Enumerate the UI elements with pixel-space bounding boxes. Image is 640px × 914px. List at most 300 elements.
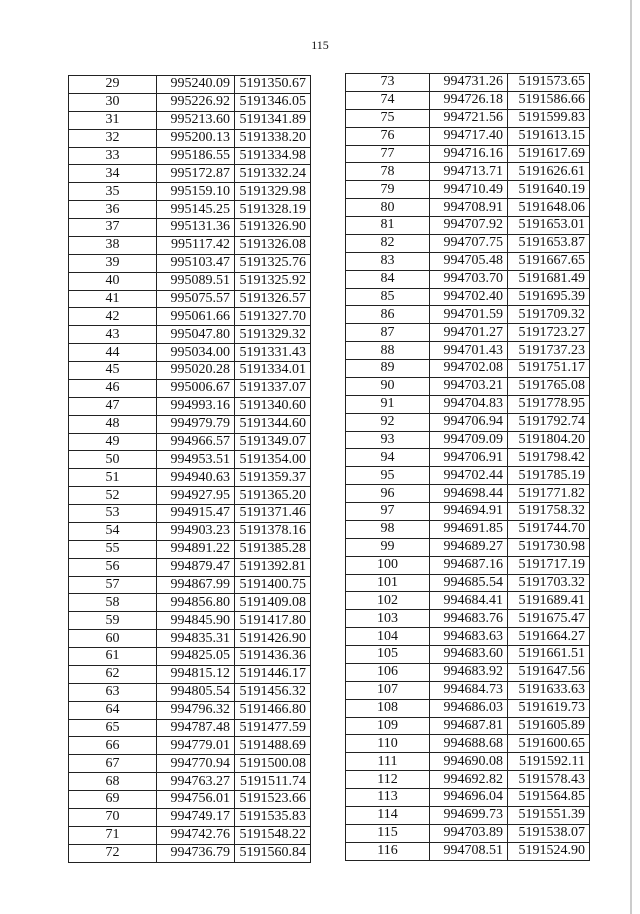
y-coordinate-cell: 5191640.19 <box>508 181 590 199</box>
table-row <box>69 129 311 147</box>
point-number-cell: 59 <box>69 612 157 630</box>
y-coordinate-cell: 5191326.08 <box>235 236 311 254</box>
point-number-cell: 51 <box>69 469 157 487</box>
table-row <box>346 181 590 199</box>
x-coordinate-cell: 994716.16 <box>430 145 508 163</box>
x-coordinate-cell: 995061.66 <box>157 308 235 326</box>
point-number-cell: 45 <box>69 362 157 380</box>
page-number: 115 <box>311 38 329 52</box>
table-row <box>346 270 590 288</box>
y-coordinate-cell: 5191511.74 <box>235 773 311 791</box>
point-number-cell: 89 <box>346 360 430 378</box>
table-row <box>69 165 311 183</box>
x-coordinate-cell: 994713.71 <box>430 163 508 181</box>
point-number-cell: 109 <box>346 717 430 735</box>
point-number-cell: 49 <box>69 433 157 451</box>
point-number-cell: 115 <box>346 824 430 842</box>
x-coordinate-cell: 995089.51 <box>157 272 235 290</box>
table-row <box>346 592 590 610</box>
y-coordinate-cell: 5191350.67 <box>235 76 311 94</box>
x-coordinate-cell: 994879.47 <box>157 558 235 576</box>
point-number-cell: 98 <box>346 520 430 538</box>
x-coordinate-cell: 995240.09 <box>157 76 235 94</box>
point-number-cell: 36 <box>69 201 157 219</box>
point-number-cell: 41 <box>69 290 157 308</box>
table-row <box>69 469 311 487</box>
y-coordinate-cell: 5191647.56 <box>508 663 590 681</box>
x-coordinate-cell: 994706.94 <box>430 413 508 431</box>
x-coordinate-cell: 994779.01 <box>157 737 235 755</box>
y-coordinate-cell: 5191648.06 <box>508 199 590 217</box>
table-row <box>346 663 590 681</box>
y-coordinate-cell: 5191617.69 <box>508 145 590 163</box>
point-number-cell: 103 <box>346 610 430 628</box>
point-number-cell: 88 <box>346 342 430 360</box>
point-number-cell: 37 <box>69 219 157 237</box>
point-number-cell: 78 <box>346 163 430 181</box>
table-row <box>346 217 590 235</box>
y-coordinate-cell: 5191751.17 <box>508 360 590 378</box>
table-row <box>69 201 311 219</box>
table-row <box>346 717 590 735</box>
table-row <box>69 76 311 94</box>
x-coordinate-cell: 994703.89 <box>430 824 508 842</box>
point-number-cell: 50 <box>69 451 157 469</box>
coordinates-table-right <box>345 73 590 861</box>
x-coordinate-cell: 994688.68 <box>430 735 508 753</box>
point-number-cell: 42 <box>69 308 157 326</box>
y-coordinate-cell: 5191346.05 <box>235 93 311 111</box>
y-coordinate-cell: 5191661.51 <box>508 646 590 664</box>
x-coordinate-cell: 994953.51 <box>157 451 235 469</box>
y-coordinate-cell: 5191332.24 <box>235 165 311 183</box>
point-number-cell: 116 <box>346 842 430 860</box>
point-number-cell: 100 <box>346 556 430 574</box>
x-coordinate-cell: 995186.55 <box>157 147 235 165</box>
table-row <box>346 127 590 145</box>
y-coordinate-cell: 5191456.32 <box>235 683 311 701</box>
point-number-cell: 56 <box>69 558 157 576</box>
x-coordinate-cell: 994736.79 <box>157 844 235 862</box>
point-number-cell: 82 <box>346 234 430 252</box>
y-coordinate-cell: 5191600.65 <box>508 735 590 753</box>
point-number-cell: 99 <box>346 538 430 556</box>
x-coordinate-cell: 994731.26 <box>430 74 508 92</box>
y-coordinate-cell: 5191675.47 <box>508 610 590 628</box>
x-coordinate-cell: 994707.92 <box>430 217 508 235</box>
point-number-cell: 68 <box>69 773 157 791</box>
x-coordinate-cell: 994927.95 <box>157 487 235 505</box>
table-row <box>69 826 311 844</box>
x-coordinate-cell: 994763.27 <box>157 773 235 791</box>
point-number-cell: 92 <box>346 413 430 431</box>
x-coordinate-cell: 994690.08 <box>430 753 508 771</box>
y-coordinate-cell: 5191329.98 <box>235 183 311 201</box>
y-coordinate-cell: 5191667.65 <box>508 252 590 270</box>
table-row <box>346 306 590 324</box>
x-coordinate-cell: 994915.47 <box>157 505 235 523</box>
point-number-cell: 110 <box>346 735 430 753</box>
y-coordinate-cell: 5191548.22 <box>235 826 311 844</box>
y-coordinate-cell: 5191334.98 <box>235 147 311 165</box>
x-coordinate-cell: 994835.31 <box>157 630 235 648</box>
x-coordinate-cell: 994979.79 <box>157 415 235 433</box>
y-coordinate-cell: 5191626.61 <box>508 163 590 181</box>
point-number-cell: 90 <box>346 377 430 395</box>
y-coordinate-cell: 5191436.36 <box>235 648 311 666</box>
table-row <box>69 576 311 594</box>
point-number-cell: 46 <box>69 379 157 397</box>
y-coordinate-cell: 5191326.57 <box>235 290 311 308</box>
table-row <box>346 395 590 413</box>
x-coordinate-cell: 995103.47 <box>157 254 235 272</box>
y-coordinate-cell: 5191341.89 <box>235 111 311 129</box>
point-number-cell: 83 <box>346 252 430 270</box>
x-coordinate-cell: 994815.12 <box>157 665 235 683</box>
table-row <box>346 681 590 699</box>
y-coordinate-cell: 5191573.65 <box>508 74 590 92</box>
table-row <box>69 362 311 380</box>
y-coordinate-cell: 5191664.27 <box>508 628 590 646</box>
y-coordinate-cell: 5191730.98 <box>508 538 590 556</box>
point-number-cell: 77 <box>346 145 430 163</box>
point-number-cell: 95 <box>346 467 430 485</box>
point-number-cell: 55 <box>69 540 157 558</box>
y-coordinate-cell: 5191744.70 <box>508 520 590 538</box>
point-number-cell: 106 <box>346 663 430 681</box>
point-number-cell: 52 <box>69 487 157 505</box>
table-row <box>69 272 311 290</box>
y-coordinate-cell: 5191325.92 <box>235 272 311 290</box>
y-coordinate-cell: 5191592.11 <box>508 753 590 771</box>
x-coordinate-cell: 995172.87 <box>157 165 235 183</box>
table-row <box>69 254 311 272</box>
table-row <box>346 806 590 824</box>
y-coordinate-cell: 5191765.08 <box>508 377 590 395</box>
y-coordinate-cell: 5191709.32 <box>508 306 590 324</box>
x-coordinate-cell: 995006.67 <box>157 379 235 397</box>
y-coordinate-cell: 5191551.39 <box>508 806 590 824</box>
point-number-cell: 54 <box>69 522 157 540</box>
x-coordinate-cell: 994726.18 <box>430 91 508 109</box>
y-coordinate-cell: 5191334.01 <box>235 362 311 380</box>
table-row <box>69 683 311 701</box>
table-row <box>69 612 311 630</box>
point-number-cell: 84 <box>346 270 430 288</box>
point-number-cell: 105 <box>346 646 430 664</box>
table-row <box>69 183 311 201</box>
y-coordinate-cell: 5191340.60 <box>235 397 311 415</box>
y-coordinate-cell: 5191737.23 <box>508 342 590 360</box>
table-row <box>346 199 590 217</box>
point-number-cell: 67 <box>69 755 157 773</box>
point-number-cell: 102 <box>346 592 430 610</box>
point-number-cell: 34 <box>69 165 157 183</box>
x-coordinate-cell: 994749.17 <box>157 808 235 826</box>
x-coordinate-cell: 995034.00 <box>157 344 235 362</box>
table-row <box>346 431 590 449</box>
point-number-cell: 101 <box>346 574 430 592</box>
table-row <box>346 74 590 92</box>
x-coordinate-cell: 994694.91 <box>430 503 508 521</box>
table-row <box>69 773 311 791</box>
x-coordinate-cell: 994683.63 <box>430 628 508 646</box>
point-number-cell: 63 <box>69 683 157 701</box>
table-row <box>69 308 311 326</box>
table-row <box>69 540 311 558</box>
y-coordinate-cell: 5191371.46 <box>235 505 311 523</box>
point-number-cell: 57 <box>69 576 157 594</box>
x-coordinate-cell: 994787.48 <box>157 719 235 737</box>
table-row <box>346 753 590 771</box>
point-number-cell: 62 <box>69 665 157 683</box>
point-number-cell: 73 <box>346 74 430 92</box>
table-row <box>69 630 311 648</box>
table-row <box>346 538 590 556</box>
point-number-cell: 85 <box>346 288 430 306</box>
point-number-cell: 91 <box>346 395 430 413</box>
y-coordinate-cell: 5191328.19 <box>235 201 311 219</box>
y-coordinate-cell: 5191723.27 <box>508 324 590 342</box>
x-coordinate-cell: 994710.49 <box>430 181 508 199</box>
table-row <box>69 344 311 362</box>
x-coordinate-cell: 994717.40 <box>430 127 508 145</box>
x-coordinate-cell: 995075.57 <box>157 290 235 308</box>
table-row <box>69 451 311 469</box>
point-number-cell: 74 <box>346 91 430 109</box>
table-row <box>69 558 311 576</box>
y-coordinate-cell: 5191378.16 <box>235 522 311 540</box>
point-number-cell: 71 <box>69 826 157 844</box>
point-number-cell: 35 <box>69 183 157 201</box>
y-coordinate-cell: 5191500.08 <box>235 755 311 773</box>
point-number-cell: 60 <box>69 630 157 648</box>
point-number-cell: 72 <box>69 844 157 862</box>
point-number-cell: 33 <box>69 147 157 165</box>
x-coordinate-cell: 994805.54 <box>157 683 235 701</box>
point-number-cell: 93 <box>346 431 430 449</box>
y-coordinate-cell: 5191535.83 <box>235 808 311 826</box>
x-coordinate-cell: 994702.44 <box>430 467 508 485</box>
table-row <box>346 503 590 521</box>
y-coordinate-cell: 5191466.80 <box>235 701 311 719</box>
x-coordinate-cell: 994825.05 <box>157 648 235 666</box>
x-coordinate-cell: 995200.13 <box>157 129 235 147</box>
x-coordinate-cell: 994742.76 <box>157 826 235 844</box>
y-coordinate-cell: 5191578.43 <box>508 771 590 789</box>
table-row <box>69 719 311 737</box>
table-row <box>69 737 311 755</box>
x-coordinate-cell: 994756.01 <box>157 791 235 809</box>
y-coordinate-cell: 5191524.90 <box>508 842 590 860</box>
y-coordinate-cell: 5191792.74 <box>508 413 590 431</box>
point-number-cell: 104 <box>346 628 430 646</box>
table-row <box>346 360 590 378</box>
y-coordinate-cell: 5191771.82 <box>508 485 590 503</box>
x-coordinate-cell: 995159.10 <box>157 183 235 201</box>
table-row <box>346 771 590 789</box>
point-number-cell: 112 <box>346 771 430 789</box>
x-coordinate-cell: 994689.27 <box>430 538 508 556</box>
y-coordinate-cell: 5191359.37 <box>235 469 311 487</box>
y-coordinate-cell: 5191605.89 <box>508 717 590 735</box>
table-row <box>69 808 311 826</box>
y-coordinate-cell: 5191488.69 <box>235 737 311 755</box>
y-coordinate-cell: 5191681.49 <box>508 270 590 288</box>
x-coordinate-cell: 994709.09 <box>430 431 508 449</box>
table-row <box>346 735 590 753</box>
point-number-cell: 53 <box>69 505 157 523</box>
x-coordinate-cell: 994684.41 <box>430 592 508 610</box>
table-row <box>69 522 311 540</box>
table-row <box>346 789 590 807</box>
y-coordinate-cell: 5191344.60 <box>235 415 311 433</box>
y-coordinate-cell: 5191653.01 <box>508 217 590 235</box>
point-number-cell: 43 <box>69 326 157 344</box>
x-coordinate-cell: 995020.28 <box>157 362 235 380</box>
table-row <box>69 326 311 344</box>
x-coordinate-cell: 994683.76 <box>430 610 508 628</box>
y-coordinate-cell: 5191798.42 <box>508 449 590 467</box>
y-coordinate-cell: 5191717.19 <box>508 556 590 574</box>
y-coordinate-cell: 5191392.81 <box>235 558 311 576</box>
x-coordinate-cell: 994993.16 <box>157 397 235 415</box>
x-coordinate-cell: 995226.92 <box>157 93 235 111</box>
y-coordinate-cell: 5191326.90 <box>235 219 311 237</box>
table-row <box>69 844 311 862</box>
y-coordinate-cell: 5191325.76 <box>235 254 311 272</box>
y-coordinate-cell: 5191400.75 <box>235 576 311 594</box>
table-row <box>69 701 311 719</box>
y-coordinate-cell: 5191619.73 <box>508 699 590 717</box>
x-coordinate-cell: 995131.36 <box>157 219 235 237</box>
y-coordinate-cell: 5191365.20 <box>235 487 311 505</box>
point-number-cell: 70 <box>69 808 157 826</box>
point-number-cell: 76 <box>346 127 430 145</box>
point-number-cell: 80 <box>346 199 430 217</box>
point-number-cell: 29 <box>69 76 157 94</box>
y-coordinate-cell: 5191560.84 <box>235 844 311 862</box>
point-number-cell: 44 <box>69 344 157 362</box>
x-coordinate-cell: 994699.73 <box>430 806 508 824</box>
point-number-cell: 38 <box>69 236 157 254</box>
page-edge <box>630 0 632 914</box>
table-row <box>69 219 311 237</box>
point-number-cell: 107 <box>346 681 430 699</box>
point-number-cell: 108 <box>346 699 430 717</box>
x-coordinate-cell: 994698.44 <box>430 485 508 503</box>
y-coordinate-cell: 5191331.43 <box>235 344 311 362</box>
point-number-cell: 75 <box>346 109 430 127</box>
x-coordinate-cell: 994687.81 <box>430 717 508 735</box>
y-coordinate-cell: 5191354.00 <box>235 451 311 469</box>
point-number-cell: 58 <box>69 594 157 612</box>
point-number-cell: 87 <box>346 324 430 342</box>
point-number-cell: 69 <box>69 791 157 809</box>
x-coordinate-cell: 994867.99 <box>157 576 235 594</box>
table-row <box>346 413 590 431</box>
y-coordinate-cell: 5191349.07 <box>235 433 311 451</box>
y-coordinate-cell: 5191538.07 <box>508 824 590 842</box>
table-row <box>346 91 590 109</box>
x-coordinate-cell: 994701.59 <box>430 306 508 324</box>
y-coordinate-cell: 5191586.66 <box>508 91 590 109</box>
point-number-cell: 30 <box>69 93 157 111</box>
x-coordinate-cell: 994707.75 <box>430 234 508 252</box>
x-coordinate-cell: 995047.80 <box>157 326 235 344</box>
table-row <box>69 93 311 111</box>
x-coordinate-cell: 994856.80 <box>157 594 235 612</box>
x-coordinate-cell: 994701.43 <box>430 342 508 360</box>
point-number-cell: 64 <box>69 701 157 719</box>
point-number-cell: 31 <box>69 111 157 129</box>
y-coordinate-cell: 5191613.15 <box>508 127 590 145</box>
x-coordinate-cell: 994696.04 <box>430 789 508 807</box>
point-number-cell: 111 <box>346 753 430 771</box>
x-coordinate-cell: 994685.54 <box>430 574 508 592</box>
x-coordinate-cell: 995213.60 <box>157 111 235 129</box>
table-row <box>69 594 311 612</box>
table-row <box>346 252 590 270</box>
x-coordinate-cell: 994702.40 <box>430 288 508 306</box>
table-row <box>69 433 311 451</box>
x-coordinate-cell: 994708.51 <box>430 842 508 860</box>
table-row <box>69 111 311 129</box>
x-coordinate-cell: 994845.90 <box>157 612 235 630</box>
y-coordinate-cell: 5191337.07 <box>235 379 311 397</box>
y-coordinate-cell: 5191689.41 <box>508 592 590 610</box>
table-row <box>346 324 590 342</box>
x-coordinate-cell: 994966.57 <box>157 433 235 451</box>
x-coordinate-cell: 994940.63 <box>157 469 235 487</box>
table-row <box>346 163 590 181</box>
y-coordinate-cell: 5191804.20 <box>508 431 590 449</box>
table-row <box>69 379 311 397</box>
y-coordinate-cell: 5191426.90 <box>235 630 311 648</box>
x-coordinate-cell: 994903.23 <box>157 522 235 540</box>
table-row <box>346 610 590 628</box>
y-coordinate-cell: 5191564.85 <box>508 789 590 807</box>
x-coordinate-cell: 994691.85 <box>430 520 508 538</box>
table-row <box>346 234 590 252</box>
point-number-cell: 96 <box>346 485 430 503</box>
table-row <box>69 397 311 415</box>
x-coordinate-cell: 995117.42 <box>157 236 235 254</box>
y-coordinate-cell: 5191338.20 <box>235 129 311 147</box>
x-coordinate-cell: 995145.25 <box>157 201 235 219</box>
y-coordinate-cell: 5191329.32 <box>235 326 311 344</box>
y-coordinate-cell: 5191653.87 <box>508 234 590 252</box>
table-row <box>69 415 311 433</box>
y-coordinate-cell: 5191417.80 <box>235 612 311 630</box>
table-row <box>69 755 311 773</box>
point-number-cell: 61 <box>69 648 157 666</box>
table-row <box>346 342 590 360</box>
point-number-cell: 32 <box>69 129 157 147</box>
x-coordinate-cell: 994705.48 <box>430 252 508 270</box>
point-number-cell: 113 <box>346 789 430 807</box>
x-coordinate-cell: 994706.91 <box>430 449 508 467</box>
x-coordinate-cell: 994702.08 <box>430 360 508 378</box>
x-coordinate-cell: 994683.92 <box>430 663 508 681</box>
y-coordinate-cell: 5191633.63 <box>508 681 590 699</box>
table-row <box>69 648 311 666</box>
x-coordinate-cell: 994686.03 <box>430 699 508 717</box>
x-coordinate-cell: 994721.56 <box>430 109 508 127</box>
y-coordinate-cell: 5191385.28 <box>235 540 311 558</box>
table-row <box>346 377 590 395</box>
table-row <box>346 842 590 860</box>
